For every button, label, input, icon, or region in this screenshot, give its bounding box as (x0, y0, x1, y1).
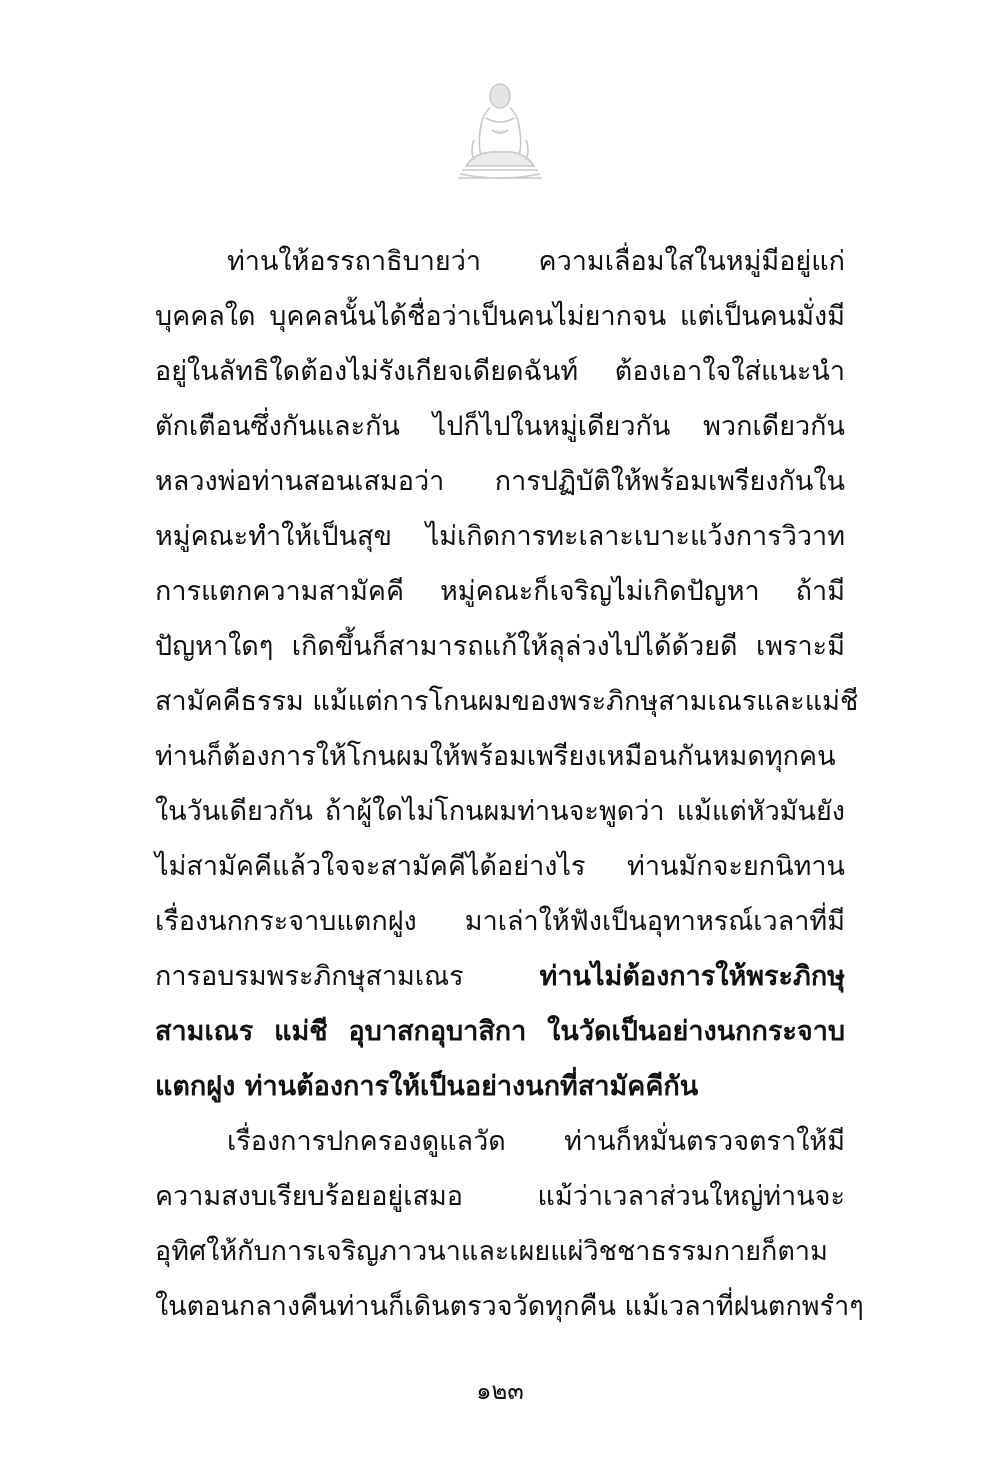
mixed-text-line (155, 949, 845, 1004)
text-line: ตักเตือนซึ่งกันและกัน ไปก็ไปในหมู่เดียวกัน พวกเดียวกัน (155, 411, 845, 442)
text-line: บุคคลใด บุคคลนั้นได้ชื่อว่าเป็นคนไม่ยากจน แต่เป็นคนมั่งมี (155, 301, 845, 332)
text-line: สามัคคีธรรม แม้แต่การโกนผมของพระภิกษุสามเณรและแม่ชี (155, 686, 859, 717)
text-line: เรื่องการปกครองดูแลวัด ท่านก็หมั่นตรวจตราให้มี (227, 1126, 845, 1157)
normal-text: การอบรมพระภิกษุสามเณร (155, 961, 464, 992)
text-line: ไม่สามัคคีแล้วใจจะสามัคคีได้อย่างไร ท่านมักจะยกนิทาน (155, 851, 845, 882)
meditating-monk-image (452, 70, 548, 186)
text-line: หมู่คณะทำให้เป็นสุข ไม่เกิดการทะเลาะเบาะแว้งการวิวาท (155, 521, 845, 552)
text-line: ท่านก็ต้องการให้โกนผมให้พร้อมเพรียงเหมือนกันหมดทุกคน (155, 741, 836, 772)
text-line: ปัญหาใดๆ เกิดขึ้นก็สามารถแก้ให้ลุล่วงไปได้ด้วยดี เพราะมี (155, 631, 845, 662)
text-line: เรื่องนกกระจาบแตกฝูง มาเล่าให้ฟังเป็นอุทาหรณ์เวลาที่มี (155, 906, 845, 937)
body-text (155, 234, 864, 1334)
text-line: ในวันเดียวกัน ถ้าผู้ใดไม่โกนผมท่านจะพูดว่า แม้แต่หัวมันยัง (155, 796, 845, 827)
text-line: อุทิศให้กับการเจริญภาวนาและเผยแผ่วิชชาธรรมกายก็ตาม (155, 1236, 828, 1267)
emphasized-text: ท่านไม่ต้องการให้พระภิกษุ (539, 961, 845, 992)
text-line: หลวงพ่อท่านสอนเสมอว่า การปฏิบัติให้พร้อมเพรียงกันใน (155, 466, 845, 497)
text-line: อยู่ในลัทธิใดต้องไม่รังเกียจเดียดฉันท์ ต้องเอาใจใส่แนะนำ (155, 356, 845, 387)
text-line: ในตอนกลางคืนท่านก็เดินตรวจวัดทุกคืน แม้เวลาที่ฝนตกพรำๆ (155, 1291, 864, 1322)
emphasized-line: แตกฝูง ท่านต้องการให้เป็นอย่างนกที่สามัคคีกัน (155, 1071, 699, 1102)
page-number: ๑๒๓ (476, 1377, 524, 1405)
text-line: การแตกความสามัคคี หมู่คณะก็เจริญไม่เกิดปัญหา ถ้ามี (155, 576, 845, 607)
emphasized-line: สามเณร แม่ชี อุบาสกอุบาสิกา ในวัดเป็นอย่างนกกระจาบ (155, 1016, 845, 1047)
text-line: ท่านให้อรรถาธิบายว่า ความเลื่อมใสในหมู่มีอยู่แก่ (227, 246, 845, 277)
text-line: ความสงบเรียบร้อยอยู่เสมอ แม้ว่าเวลาส่วนใหญ่ท่านจะ (155, 1181, 845, 1212)
